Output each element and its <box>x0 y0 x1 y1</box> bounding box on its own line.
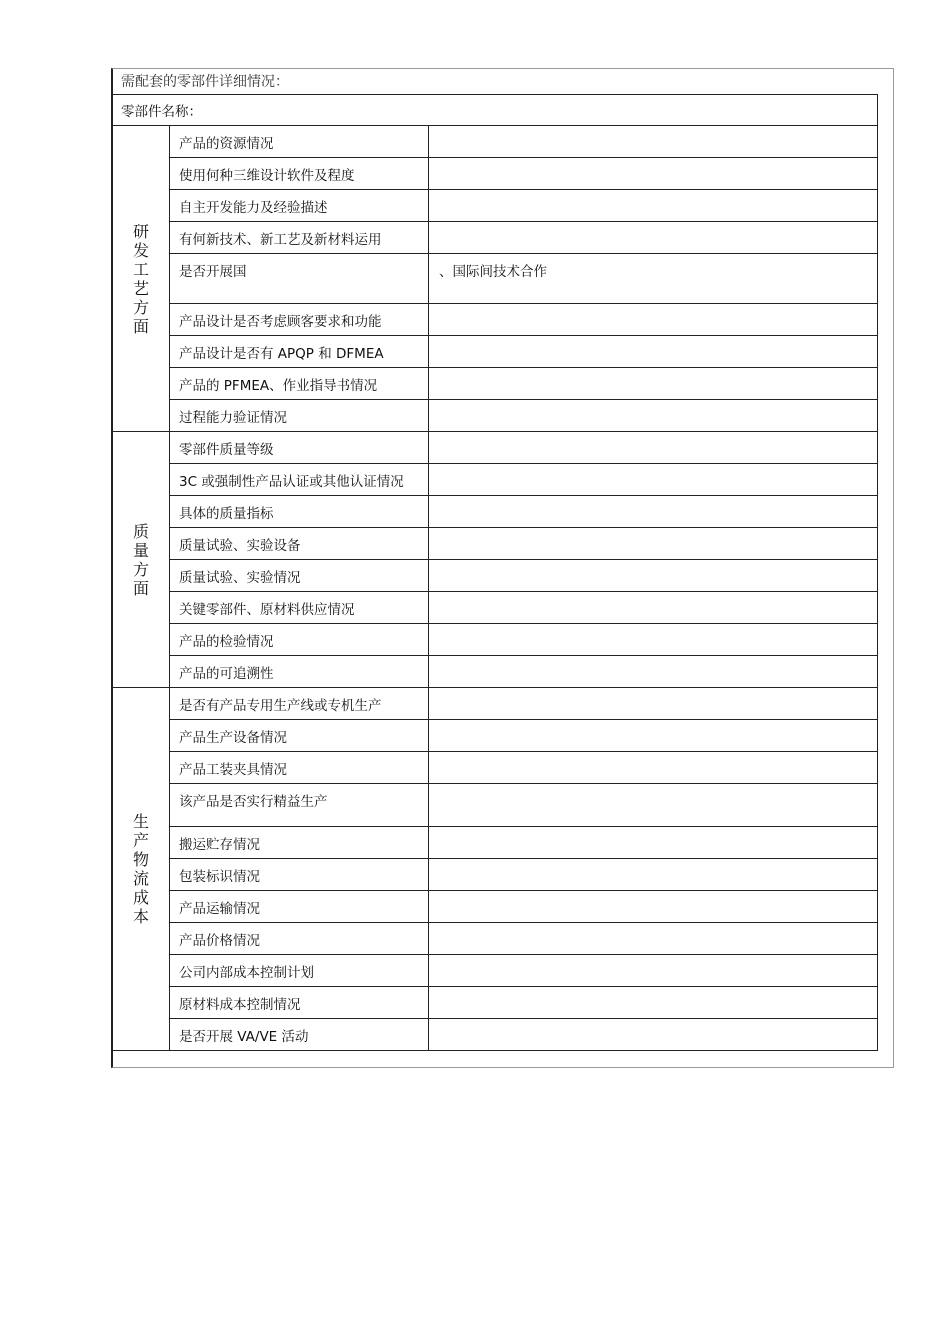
table-row <box>113 222 878 254</box>
row-label: 原材料成本控制情况 <box>170 987 429 1019</box>
row-label: 产品的可追溯性 <box>170 656 429 688</box>
row-value-field[interactable] <box>429 126 878 158</box>
row-label: 产品价格情况 <box>170 923 429 955</box>
row-value-field[interactable] <box>429 784 878 827</box>
row-label: 产品的检验情况 <box>170 624 429 656</box>
row-value-field[interactable] <box>429 955 878 987</box>
table-row <box>113 432 878 464</box>
row-value-field[interactable]: 、国际间技术合作 <box>429 254 878 304</box>
row-label: 是否开展 VA/VE 活动 <box>170 1019 429 1051</box>
row-value-field[interactable] <box>429 368 878 400</box>
row-value-field[interactable] <box>429 190 878 222</box>
row-label: 产品的资源情况 <box>170 126 429 158</box>
row-label: 自主开发能力及经验描述 <box>170 190 429 222</box>
table-row <box>113 1019 878 1051</box>
row-label: 有何新技术、新工艺及新材料运用 <box>170 222 429 254</box>
row-label: 3C 或强制性产品认证或其他认证情况 <box>170 464 429 496</box>
section-production-logistics-cost <box>113 688 170 1051</box>
row-label: 产品生产设备情况 <box>170 720 429 752</box>
row-label: 产品运输情况 <box>170 891 429 923</box>
table-row <box>113 464 878 496</box>
row-value-field[interactable] <box>429 891 878 923</box>
table-row <box>113 859 878 891</box>
table-row <box>113 688 878 720</box>
table-row <box>113 336 878 368</box>
section-rnd-process <box>113 126 170 432</box>
part-name-row <box>113 95 878 126</box>
part-name-label: 零部件名称： <box>121 104 202 120</box>
row-value-field[interactable] <box>429 400 878 432</box>
row-value-field[interactable] <box>429 496 878 528</box>
row-label: 产品的 PFMEA、作业指导书情况 <box>170 368 429 400</box>
row-label: 使用何种三维设计软件及程度 <box>170 158 429 190</box>
table-row <box>113 126 878 158</box>
row-value-field[interactable] <box>429 987 878 1019</box>
row-label: 产品工装夹具情况 <box>170 752 429 784</box>
row-value-field[interactable] <box>429 304 878 336</box>
row-label: 包装标识情况 <box>170 859 429 891</box>
row-label: 零部件质量等级 <box>170 432 429 464</box>
table-row <box>113 254 878 304</box>
section-title: 生产物流成本 <box>132 812 149 926</box>
row-label: 搬运贮存情况 <box>170 827 429 859</box>
table-row <box>113 827 878 859</box>
table-row <box>113 158 878 190</box>
row-label: 是否开展国 <box>170 254 429 304</box>
row-value-field[interactable] <box>429 592 878 624</box>
row-label: 产品设计是否有 APQP 和 DFMEA <box>170 336 429 368</box>
row-value-field[interactable] <box>429 560 878 592</box>
row-label: 过程能力验证情况 <box>170 400 429 432</box>
table-row <box>113 955 878 987</box>
table-row <box>113 400 878 432</box>
table-row <box>113 592 878 624</box>
part-name-field[interactable] <box>113 95 878 126</box>
row-value-field[interactable] <box>429 859 878 891</box>
row-value-field[interactable] <box>429 222 878 254</box>
table-row <box>113 190 878 222</box>
row-value-field[interactable] <box>429 432 878 464</box>
row-value-field[interactable] <box>429 720 878 752</box>
row-label: 质量试验、实验情况 <box>170 560 429 592</box>
table-row <box>113 784 878 827</box>
supplier-detail-table <box>112 94 878 1051</box>
row-value-field[interactable] <box>429 158 878 190</box>
section-title: 质量方面 <box>132 521 149 598</box>
table-row <box>113 891 878 923</box>
row-value-field[interactable] <box>429 336 878 368</box>
table-row <box>113 304 878 336</box>
table-row <box>113 368 878 400</box>
table-row <box>113 496 878 528</box>
row-label: 具体的质量指标 <box>170 496 429 528</box>
row-value-field[interactable] <box>429 923 878 955</box>
row-value-field[interactable] <box>429 528 878 560</box>
table-row <box>113 528 878 560</box>
table-row <box>113 720 878 752</box>
section-title: 研发工艺方面 <box>132 221 149 336</box>
row-value-field[interactable] <box>429 464 878 496</box>
table-row <box>113 923 878 955</box>
table-row <box>113 560 878 592</box>
row-label: 质量试验、实验设备 <box>170 528 429 560</box>
row-value-field[interactable] <box>429 827 878 859</box>
table-row <box>113 656 878 688</box>
row-label: 是否有产品专用生产线或专机生产 <box>170 688 429 720</box>
form-header: 需配套的零部件详细情况： <box>121 74 289 90</box>
row-value-field[interactable] <box>429 752 878 784</box>
table-row <box>113 624 878 656</box>
table-row <box>113 752 878 784</box>
table-row <box>113 987 878 1019</box>
row-value-field[interactable] <box>429 1019 878 1051</box>
row-value-field[interactable] <box>429 624 878 656</box>
row-label: 公司内部成本控制计划 <box>170 955 429 987</box>
row-label: 产品设计是否考虑顾客要求和功能 <box>170 304 429 336</box>
row-label: 该产品是否实行精益生产 <box>170 784 429 827</box>
section-quality <box>113 432 170 688</box>
row-label: 关键零部件、原材料供应情况 <box>170 592 429 624</box>
row-value-field[interactable] <box>429 688 878 720</box>
row-value-field[interactable] <box>429 656 878 688</box>
